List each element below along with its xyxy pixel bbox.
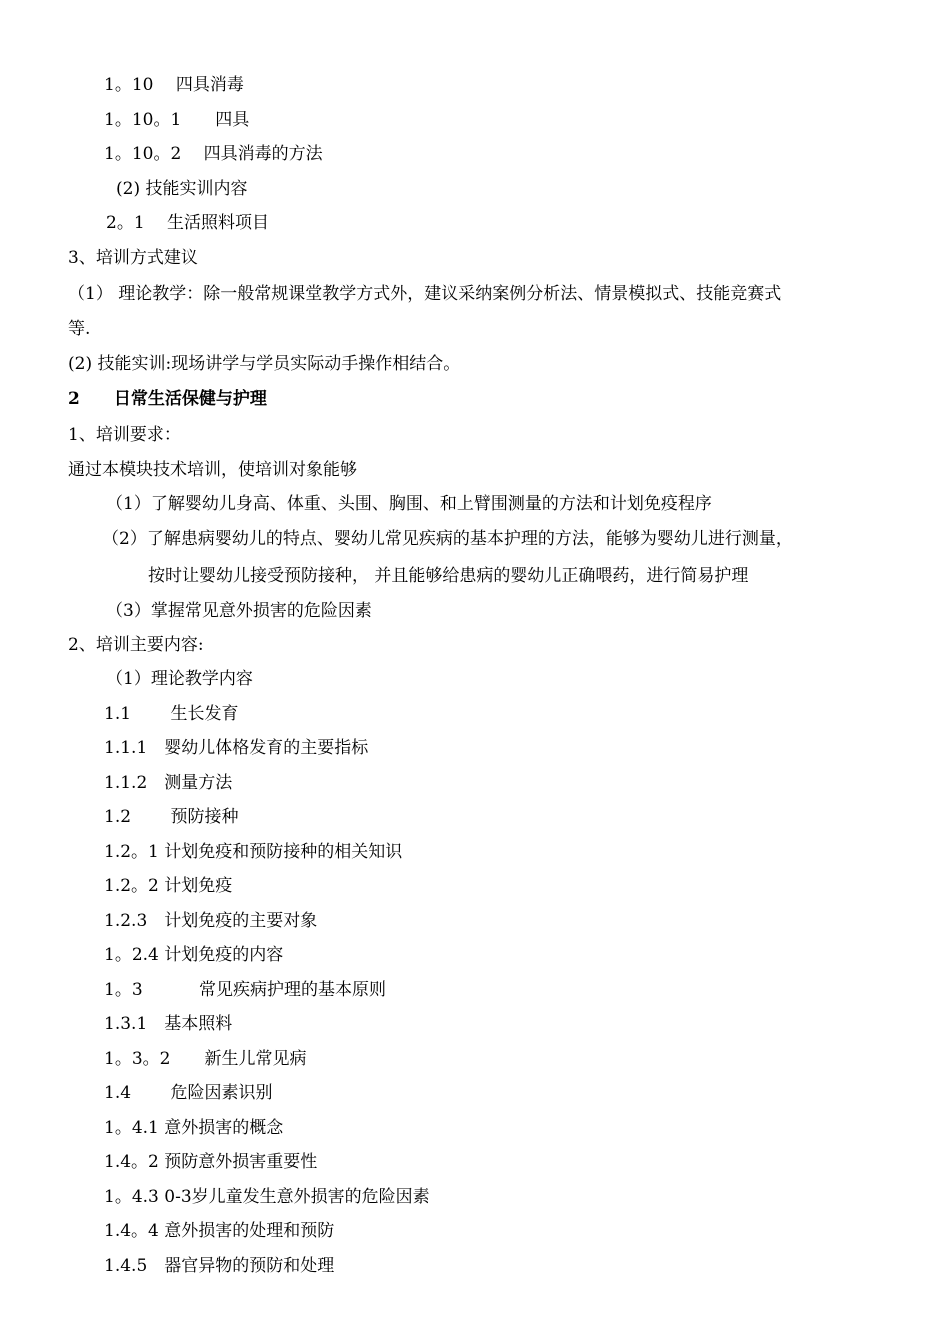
section-training-requirements: 1、培训要求： bbox=[68, 425, 181, 445]
outline-item-1-2-1: 1.2。1 计划免疫和预防接种的相关知识 bbox=[104, 842, 403, 862]
outline-item-1-1-2: 1.1.2 测量方法 bbox=[104, 773, 233, 793]
outline-item-2-1: 2。1 生活照料项目 bbox=[106, 213, 270, 233]
outline-item-1-10: 1。10 四具消毒 bbox=[104, 75, 244, 95]
outline-item-1-4-4: 1.4。4 意外损害的处理和预防 bbox=[104, 1221, 335, 1241]
outline-item-1-3: 1。3 常见疾病护理的基本原则 bbox=[104, 980, 387, 1000]
requirement-item-3: （3）掌握常见意外损害的危险因素 bbox=[106, 601, 372, 621]
outline-item-1-4: 1.4 危险因素识别 bbox=[104, 1083, 273, 1103]
outline-item-1-3-2: 1。3。2 新生儿常见病 bbox=[104, 1049, 307, 1069]
paragraph-intro: 通过本模块技术培训，使培训对象能够 bbox=[68, 460, 357, 480]
outline-item-1-1-1: 1.1.1 婴幼儿体格发育的主要指标 bbox=[104, 738, 369, 758]
subsection-skills-content: (2) 技能实训内容 bbox=[116, 179, 248, 199]
outline-item-1-10-1: 1。10。1 四具 bbox=[104, 110, 250, 130]
paragraph-theory-teaching: （1） 理论教学：除一般常规课堂教学方式外，建议采纳案例分析法、情景模拟式、技能竞赛式 bbox=[68, 284, 782, 304]
outline-item-1-2-3: 1.2.3 计划免疫的主要对象 bbox=[104, 911, 318, 931]
outline-item-1-4-1: 1。4.1 意外损害的概念 bbox=[104, 1118, 284, 1138]
paragraph-continuation: 等. bbox=[68, 319, 91, 339]
outline-item-1-2-2: 1.2。2 计划免疫 bbox=[104, 876, 233, 896]
outline-item-1-2-4: 1。2.4 计划免疫的内容 bbox=[104, 945, 284, 965]
outline-item-1-4-3: 1。4.3 0-3岁儿童发生意外损害的危险因素 bbox=[104, 1187, 430, 1207]
section-training-method: 3、培训方式建议 bbox=[68, 248, 198, 268]
subsection-theory-content: （1）理论教学内容 bbox=[106, 669, 253, 689]
outline-item-1-2: 1.2 预防接种 bbox=[104, 807, 239, 827]
requirement-item-1: （1）了解婴幼儿身高、体重、头围、胸围、和上臂围测量的方法和计划免疫程序 bbox=[106, 494, 712, 514]
requirement-item-2: （2）了解患病婴幼儿的特点、婴幼儿常见疾病的基本护理的方法，能够为婴幼儿进行测量， bbox=[102, 529, 793, 549]
chapter-heading-daily-care: 2 日常生活保健与护理 bbox=[68, 389, 267, 409]
outline-item-1-4-2: 1.4。2 预防意外损害重要性 bbox=[104, 1152, 318, 1172]
section-main-content: 2、培训主要内容: bbox=[68, 635, 204, 655]
outline-item-1-3-1: 1.3.1 基本照料 bbox=[104, 1014, 233, 1034]
requirement-item-2-continuation: 按时让婴幼儿接受预防接种， 并且能够给患病的婴幼儿正确喂药，进行简易护理 bbox=[148, 566, 749, 586]
outline-item-1-1: 1.1 生长发育 bbox=[104, 704, 239, 724]
outline-item-1-10-2: 1。10。2 四具消毒的方法 bbox=[104, 144, 323, 164]
outline-item-1-4-5: 1.4.5 器官异物的预防和处理 bbox=[104, 1256, 335, 1276]
paragraph-skills-practice: (2) 技能实训:现场讲学与学员实际动手操作相结合。 bbox=[68, 354, 461, 374]
